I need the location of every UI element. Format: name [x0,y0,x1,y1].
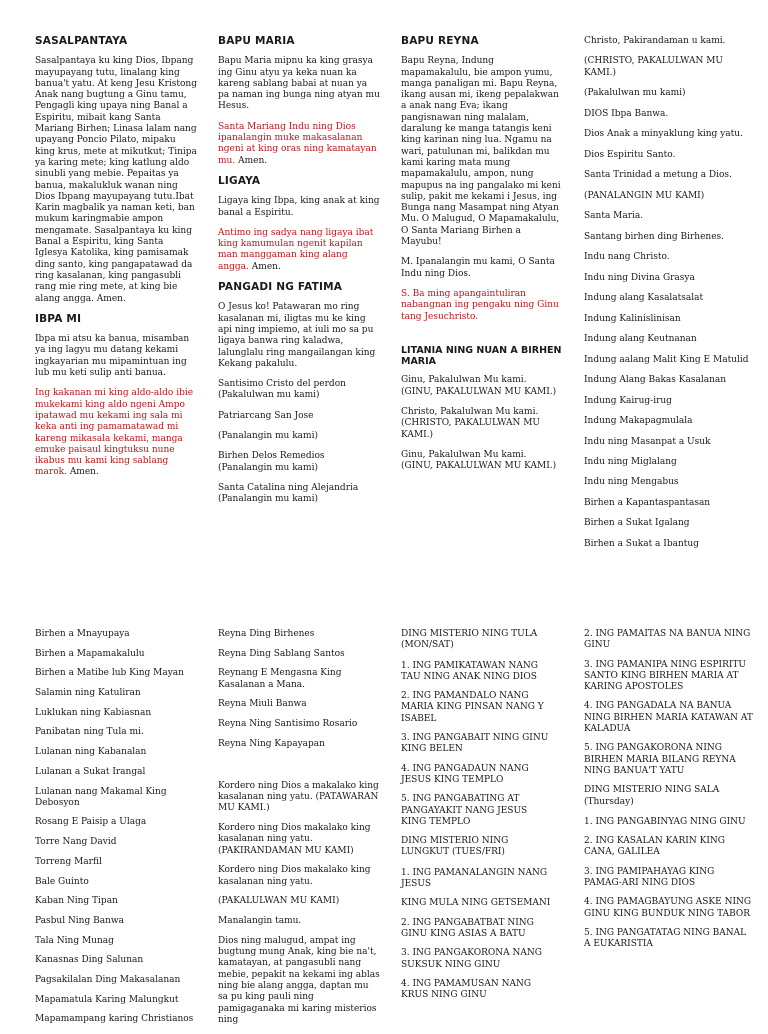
litany-line: Mapamampang karing Christianos [35,1014,194,1025]
mystery-item: 2. ING PAMAITAS NA BANUA NING GINU [584,629,751,651]
litany-line: Indung Makapagmulala [584,416,693,427]
mystery-item: 1. ING PANGABINYAG NING GINU [584,816,746,827]
mystery-item: 1. ING PAMANALANGIN NANG JESUS [401,867,548,890]
mystery-item: 3. ING PAMIPAHAYAG KING PAMAG-ARI NING DIOS [584,866,715,889]
litany-line: Santa Trinidad a metung a Dios. [584,170,732,181]
mystery-item: 4. ING PANGADALA NA BANUA NING BIRHEN MARIA KATAWAN AT KALADUA [584,701,753,735]
heading-ibpa-mi: IBPA MI [35,312,82,325]
litany-line: Santa Maria. [584,211,644,222]
litany-line: Christo, Pakirandaman u kami. [584,36,726,46]
amen-text: Amen. [69,467,99,478]
litany-line: Luklukan ning Kabiasnan [35,707,152,718]
column-creed [35,36,197,488]
litany-call: Ginu, Pakalulwan Mu kami. [401,449,527,460]
heading-fatima: PANGADI NG FATIMA [218,281,343,294]
litany-line: Indu ning Mengabus [584,477,679,488]
lord-prayer-red-text: Ing kakanan mi king aldo-aldo ibie mukekami king aldo ngeni Ampo ipatawad mu kekami ing sala mi keka anti ing pamamatawad mi kareng mikasala kekami, manga emuke paisaul kingtuksu nune ikabus mu kami king sablang marok. [35,388,194,478]
hail-queen-text: Bapu Reyna, Indung mapamakalulu, bie ampon yumu, manga panaligan mi. Bapu Reyna, ikang ausan mi, ikeng pepalakwan a anak nang Eva; ikang pangisnawan ning malalam, daralung ke manga tatangis keni king karinan ning lua. Ngamu na wari, patulunan mi, balikdan mu kami karing mata mung mapamakalulu, ampon, nung mapupus na ing pangalako mi keni sulip, pakit me kekami i Jesus, ing Bunga nang Masampat ning Atyan Mu. O Malugud, O Mapamakalulu, O Santa Mariang Birhen a Mayubu! [401,56,561,248]
hail-mary-red-text: Santa Mariang Indu ning Dios ipanalangin muke makasalanan ngeni at king oras ning kamatayan mu. [218,121,377,166]
litany-line: (PANALANGIN MU KAMI) [584,190,705,201]
saint-entry [218,379,380,402]
heading-bapu-reyna: BAPU REYNA [401,35,479,47]
column-joyful-mysteries [401,629,551,1009]
litany-line: Indu ning Miglalang [584,456,677,467]
litany-entry [401,375,563,398]
saint-response: (Panalangin mu kami) [218,462,318,473]
column-hail-queen [401,36,563,482]
saint-response: (Pakalulwan mu kami) [218,390,320,401]
litany-line: Indu nang Christo. [584,252,670,263]
pray-heading: Manalangin tamu. [218,916,302,927]
litany-line: Reyna Ning Kapayapan [218,738,325,749]
saint-name: Santisimo Cristo del perdon [218,379,346,390]
litany-line: Birhen a Sukat Igalang [584,518,690,529]
heading-sasalpantaya: SASALPANTAYA [35,35,128,47]
litany-line: Indung Kairug-irug [584,395,672,406]
pray-text: M. Ipanalangin mu kami, O Santa Indu ning Dios. [401,257,555,279]
litany-line: Tala Ning Munag [35,935,114,946]
hail-mary-red-paragraph [218,122,380,167]
litany-response: (GINU, PAKALULWAN MU KAMI.) [401,386,557,397]
litany-line: Indung Alang Bakas Kasalanan [584,375,727,386]
mystery-item: 3. ING PANGAKORONA NANG SUKSUK NING GINU [401,948,542,970]
litany-line: Birhen a Matibe lub King Mayan [35,668,184,679]
glory-text: Ligaya king Ibpa, king anak at king banal a Espiritu. [218,196,380,218]
litany-line: Rosang E Paisip a Ulaga [35,817,147,828]
litany-call: Christo, Pakalulwan Mu kami. [401,407,539,418]
saint-name: Santa Catalina ning Alejandria [218,482,359,493]
amen-text: Amen. [238,155,268,166]
litany-line: (CHRISTO, PAKALULWAN MU KAMI.) [584,56,724,78]
glory-red-text: Antimo ing sadya nang ligaya ibat king kamumulan ngenit kapilan man manggaman king alang angga. [218,227,374,272]
litany-line: Reyna Ding Sablang Santos [218,648,345,659]
mystery-item: 3. ING PANGABAIT NING GINU KING BELEN [401,733,549,755]
mystery-item: 2. ING KASALAN KARIN KING CANA, GALILEA [584,836,725,858]
heading-ligaya: LIGAYA [218,174,261,187]
agnus-dei-2: Kordero ning Dios makalako king kasalanan ning yatu. (PAKIRANDAMAN MU KAMI) [218,823,371,856]
litany-line: (Pakalulwan mu kami) [584,88,686,99]
litany-line: Birhen a Kapantaspantasan [584,497,711,508]
heading-luminous-mysteries: DING MISTERIO NING SALA (Thursday) [584,785,720,807]
column-glorious-luminous-mysteries [584,629,754,959]
litany-line: Torreng Marfil [35,856,102,867]
column-litany-birhen [35,629,197,1034]
litany-line: Indung Kalinislinisan [584,313,681,324]
saint-entry [218,451,380,474]
litany-line: Indu ning Divina Grasya [584,272,695,283]
litany-line: Indung aalang Malit King E Matulid [584,354,749,365]
saint-entry [218,483,380,506]
litany-line: Mapamatula Karing Malungkut [35,994,179,1005]
heading-sorrowful-mysteries: DING MISTERIO NING LUNGKUT (TUES/FRI) [401,836,509,858]
mystery-item: 5. ING PANGABATING AT PANGAYAKIT NANG JESUS KING TEMPLO [401,794,528,827]
mystery-item: 4. ING PANGADAUN NANG JESUS KING TEMPLO [401,763,529,785]
litany-line: Birhen a Mnayupaya [35,629,130,639]
litany-line: Reyna Ning Santisimo Rosario [218,719,358,730]
mystery-item: 5. ING PANGAKORONA NING BIRHEN MARIA BILANG REYNA NING BANUA'T YATU [584,743,736,776]
litany-line: DIOS Ibpa Banwa. [584,108,669,119]
litany-line: Indu ning Masanpat a Usuk [584,436,711,447]
creed-text: Sasalpantaya ku king Dios, Ibpang mayupayang tutu, linalang king banua't yatu. At keng Jesu Kristong Anak nang bugtung a Ginu tamu, Pengagli king upaya ning Banal a Espiritu, mibait kang Santa Mariang Birhen; Linasa lalam nang upayang Poncio Pilato, mipaku king krus, mete at mikutkut; Tinipa ya karing mete; king katlung aldo sinubli yang mebie. Pepaitas ya banua, makalukluk wanan ning Dios Ibpang mayupayang tutu.Ibat Karin magbalik ya naman keti, ban mukum karingmabie ampon mengamate. Sasalpantaya ku king Banal a Espiritu, king Santa Iglesya Katolika, king pamisamak ding santo, king pangapatawad da ring kasalanan, king pangasubli rang mie ring mete, at king bie alang angga. Amen. [35,56,197,304]
lord-prayer-text: Ibpa mi atsu ka banua, misamban ya ing lagyu mu datang kekami ingkayarian mu mipamintuan ing lub mu keti sulip anti banua. [35,334,190,379]
litany-line: Dios Espiritu Santo. [584,149,676,160]
mystery-item: 4. ING PAMAMUSAN NANG KRUS NING GINU [401,978,532,1001]
litany-line: Santang birhen ding Birhenes. [584,231,725,242]
saint-name: Patriarcang San Jose [218,410,314,421]
heading-joyful-mysteries: DING MISTERIO NING TULA (MON/SAT) [401,629,538,651]
agnus-dei-3: Kordero ning Dios makalako king kasalanan ning yatu. [218,865,371,887]
litany-call: Ginu, Pakalulwan Mu kami. [401,375,527,386]
litany-line: Reyna Miuli Banwa [218,699,307,710]
pray-red-text: S. Ba ming apangaintuliran nabangnan ing pengaku ning Ginu tang Jesuchristo. [401,288,559,322]
mystery-item: 2. ING PAMANDALO NANG MARIA KING PINSAN NANG Y ISABEL [401,691,544,724]
litany-line: Torre Nang David [35,837,117,848]
agnus-dei-1: Kordero ning Dios a makalako king kasalanan ning yatu. (PATAWARAN MU KAMI.) [218,780,379,814]
litany-response: (GINU, PAKALULWAN MU KAMI.) [401,461,557,472]
hail-mary-text: Bapu Maria mipnu ka king grasya ing Ginu atyu ya keka nuan ka kareng sablang babai at nuan ya pa naman ing bunga ning atyan mu Hesus. [218,56,380,112]
litany-line: Birhen a Mapamakalulu [35,648,145,659]
litany-line: Pasbul Ning Banwa [35,915,124,926]
litany-entry [401,407,563,441]
mystery-item: 5. ING PANGATATAG NING BANAL A EUKARISTIA [584,927,747,950]
litany-line: Indung alang Kasalatsalat [584,293,704,304]
litany-line: Indung alang Keutnanan [584,334,697,345]
litany-response: (CHRISTO, PAKALULWAN MU KAMI.) [401,418,541,440]
saint-name: Birhen Delos Remedios [218,451,325,462]
litany-line: Reynang E Mengasna King Kasalanan a Mana. [218,668,342,690]
column-litany-continued [584,36,754,559]
litany-line: Lulanan ning Kabanalan [35,747,147,758]
column-hail-mary [218,36,380,515]
litany-line: Kaban Ning Tipan [35,896,118,907]
heading-litania: LITANIA NING NUAN A BIRHEN MARIA [401,344,562,368]
litany-line: Birhen a Sukat a Ibantug [584,538,699,549]
litany-line: Panibatan ning Tula mi. [35,727,144,738]
litany-line: Kanasnas Ding Salunan [35,955,144,966]
saint-response: (Panalangin mu kami) [218,431,318,442]
litany-line: Lulanan a Sukat Irangal [35,766,146,777]
mystery-item: KING MULA NING GETSEMANI [401,898,551,909]
litany-entry [401,450,563,473]
final-prayer-text: Dios ning malugud, ampat ing bugtung mung Anak, king bie na't, kamatayan, at pangasubli nang mebie, pepakit na kekami ing ablas ning bie alang angga, daptan mu sa pu king pauli ning pamigaganaka mi karing misterios ning [218,935,380,1025]
mystery-item: 2. ING PANGABATBAT NING GINU KING ASIAS A BATU [401,917,534,939]
mystery-item: 1. ING PAMIKATAWAN NANG TAU NING ANAK NING DIOS [401,660,538,682]
litany-line: Reyna Ding Birhenes [218,629,315,639]
mystery-item: 4. ING PAMAGBAYUNG ASKE NING GINU KING BUNDUK NING TABOR [584,897,752,919]
agnus-dei-3-response: (PAKALULWAN MU KAMI) [218,896,340,907]
litany-line: Dios Anak a minyaklung king yatu. [584,129,743,140]
litany-line: Pagsakilalan Ding Makasalanan [35,974,181,985]
amen-text: Amen. [251,261,281,272]
lord-prayer-red-paragraph [35,388,197,478]
fatima-text: O Jesus ko! Patawaran mo ring kasalanan mi, iligtas mu ke king api ning impiemo, at iuli mo sa pu ligaya banwa ring kaladwa, lalunglalu ring mangailangan king Kekang pakalulu. [218,302,376,369]
saint-entry [218,431,380,442]
litany-line: Salamin ning Katuliran [35,688,141,699]
litany-line: Lulanan nang Makamal King Debosyon [35,786,167,808]
saint-response: (Panalangin mu kami) [218,494,318,505]
heading-bapu-maria: BAPU MARIA [218,35,295,47]
saint-entry [218,411,380,422]
mystery-item: 3. ING PAMANIPA NING ESPIRITU SANTO KING BIRHEN MARIA AT KARING APOSTOLES [584,659,747,693]
litany-line: Bale Guinto [35,876,89,887]
glory-red-paragraph [218,228,380,273]
column-litany-reyna [218,629,380,1026]
